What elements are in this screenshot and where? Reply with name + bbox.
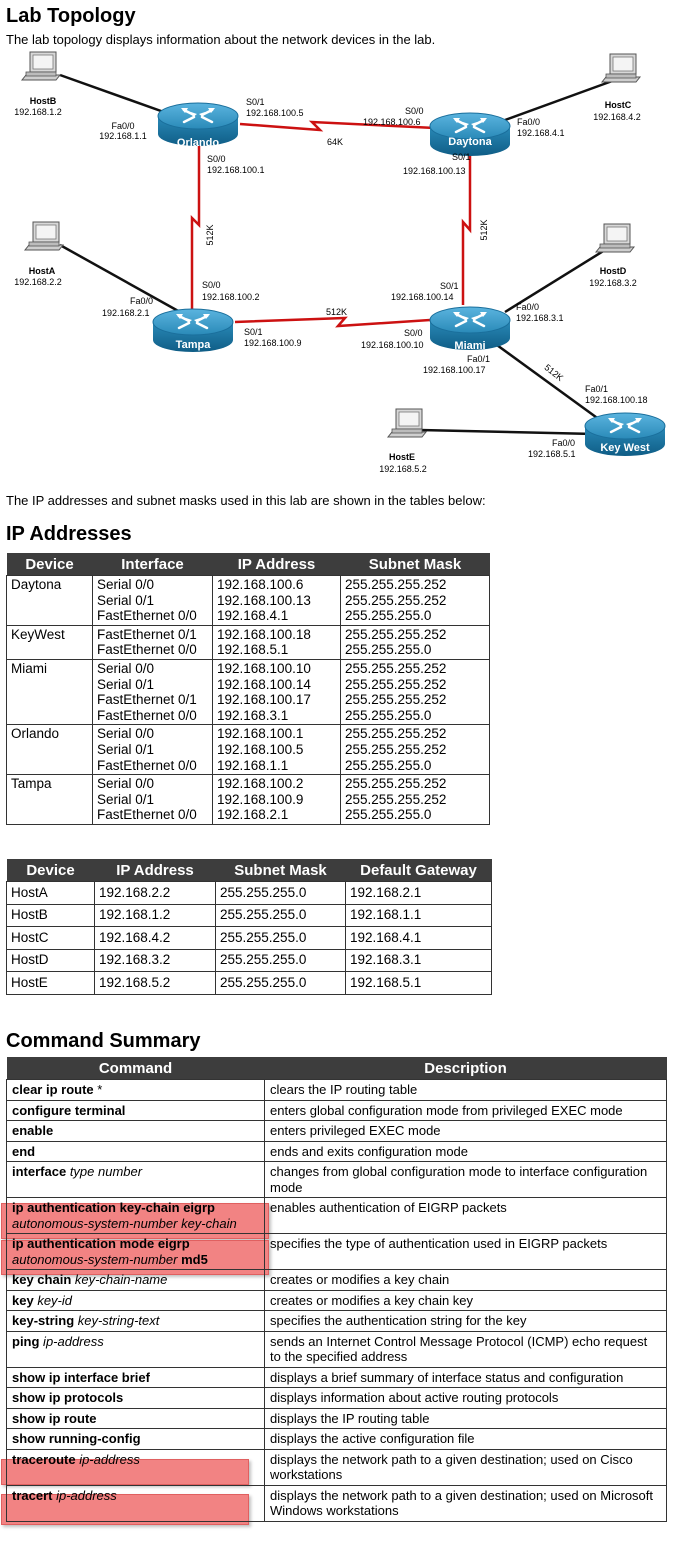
svg-text:64K: 64K: [327, 137, 344, 147]
cell-description: specifies the type of authentication used in EIGRP packets: [265, 1234, 667, 1270]
cell-device: KeyWest: [7, 625, 93, 659]
cell-command: [7, 1141, 265, 1162]
cell-description: creates or modifies a key chain key: [265, 1290, 667, 1311]
host-row: [7, 972, 492, 995]
cell-mask-line: 255.255.255.252: [345, 660, 447, 676]
cell-command: [7, 1311, 265, 1332]
command-argument: key-string-text: [74, 1313, 160, 1328]
svg-text:S0/1: S0/1: [246, 97, 265, 107]
cell-command: [7, 1449, 265, 1485]
cell-command: [7, 1100, 265, 1121]
svg-text:192.168.100.10: 192.168.100.10: [361, 340, 424, 350]
cell-command: [7, 1331, 265, 1367]
cell-mask-line: 255.255.255.252: [345, 791, 447, 807]
svg-text:512K: 512K: [326, 307, 348, 317]
router-row: [7, 625, 490, 659]
command-keyword: key chain: [12, 1272, 72, 1287]
cell-interface-line: Serial 0/1: [97, 791, 155, 807]
cell-mask-line: 255.255.255.0: [345, 757, 432, 773]
router-label-keywest: Key West: [600, 442, 650, 454]
cell-interface-line: FastEthernet 0/0: [97, 608, 197, 624]
cell-gateway: 192.168.1.1: [346, 904, 492, 927]
svg-text:192.168.100.2: 192.168.100.2: [202, 292, 260, 302]
command-row: [7, 1388, 667, 1409]
command-keyword: show ip route: [12, 1410, 97, 1426]
cell-mask-line: 255.255.255.252: [345, 692, 447, 708]
command-keyword: show ip interface brief: [12, 1369, 150, 1385]
cell-device: HostB: [7, 904, 95, 927]
router-row: [7, 576, 490, 626]
svg-text:192.168.100.9: 192.168.100.9: [244, 338, 302, 348]
command-keyword: key: [12, 1292, 34, 1308]
router-ip-table: [6, 553, 490, 825]
svg-text:512K: 512K: [205, 224, 215, 246]
svg-text:512K: 512K: [542, 362, 566, 384]
command-argument: type number: [66, 1164, 143, 1179]
cell-command: [7, 1290, 265, 1311]
svg-text:S0/0: S0/0: [404, 328, 423, 338]
ip-addresses-title: IP Addresses: [6, 523, 132, 545]
cell-ip-line: 192.168.100.13: [217, 592, 311, 608]
cell-mask-line: 255.255.255.0: [345, 707, 432, 723]
cell-device: HostD: [7, 949, 95, 972]
col-command: Command: [7, 1057, 265, 1080]
svg-text:S0/1: S0/1: [244, 327, 263, 337]
command-row: [7, 1162, 667, 1198]
cell-interface-line: Serial 0/0: [97, 776, 155, 792]
svg-text:192.168.4.1: 192.168.4.1: [517, 128, 565, 138]
command-row: [7, 1367, 667, 1388]
cell-description: clears the IP routing table: [265, 1080, 667, 1101]
cell-interface-line: FastEthernet 0/0: [97, 707, 197, 723]
col-gateway: Default Gateway: [346, 859, 492, 882]
command-argument: autonomous-system-number: [12, 1251, 178, 1267]
topology-title: Lab Topology: [6, 5, 136, 27]
command-keyword: ip authentication mode eigrp: [12, 1236, 190, 1251]
command-keyword: clear ip route: [12, 1082, 94, 1097]
command-suffix: *: [93, 1082, 103, 1097]
cell-mask: 255.255.255.0: [216, 904, 346, 927]
cell-interface: [93, 625, 213, 659]
cell-ip-line: 192.168.4.1: [217, 608, 289, 624]
router-row: [7, 725, 490, 775]
cell-ip-line: 192.168.1.1: [217, 757, 289, 773]
cell-command: [7, 1408, 265, 1429]
command-keyword: show ip protocols: [12, 1390, 124, 1405]
cell-interface-line: Serial 0/0: [97, 660, 155, 676]
col-interface: Interface: [93, 553, 213, 576]
command-row: [7, 1100, 667, 1121]
cell-description: displays a brief summary of interface status and configuration: [265, 1367, 667, 1388]
command-row: [7, 1234, 667, 1270]
cell-description: displays the active configuration file: [265, 1429, 667, 1450]
cell-command: [7, 1270, 265, 1291]
command-argument: autonomous-system-number key-chain: [12, 1215, 237, 1231]
host-b-ip: 192.168.1.2: [14, 107, 62, 117]
svg-text:Fa0/0: Fa0/0: [111, 121, 135, 131]
cell-mask: [341, 576, 490, 626]
svg-text:S0/0: S0/0: [207, 154, 226, 164]
router-label-orlando: Orlando: [176, 137, 220, 149]
router-label-daytona: Daytona: [448, 136, 492, 148]
command-keyword: key-string: [12, 1313, 75, 1328]
cell-ip-line: 192.168.2.1: [217, 807, 289, 823]
host-d[interactable]: [596, 224, 634, 252]
cell-command: [7, 1367, 265, 1388]
host-a-name: HostA: [28, 266, 56, 276]
svg-text:192.168.100.13: 192.168.100.13: [403, 166, 466, 176]
command-argument: ip-address: [52, 1487, 117, 1503]
command-argument: key-chain-name: [71, 1272, 168, 1287]
cell-ip: 192.168.1.2: [95, 904, 216, 927]
host-c-ip-text: 192.168.4.2: [593, 112, 641, 122]
command-row: [7, 1429, 667, 1450]
svg-text:192.168.5.1: 192.168.5.1: [528, 449, 576, 459]
cell-mask-line: 255.255.255.252: [345, 676, 447, 692]
cell-ip: 192.168.5.2: [95, 972, 216, 995]
cell-interface: [93, 659, 213, 724]
command-argument: ip-address: [39, 1333, 104, 1349]
command-row: [7, 1449, 667, 1485]
cell-description: displays the network path to a given destination; used on Cisco workstations: [265, 1449, 667, 1485]
command-keyword: ping: [12, 1333, 40, 1349]
cell-interface-line: Serial 0/0: [97, 726, 155, 742]
svg-text:192.168.1.1: 192.168.1.1: [99, 131, 147, 141]
command-summary-title: Command Summary: [6, 1030, 201, 1052]
cell-description: specifies the authentication string for the key: [265, 1311, 667, 1332]
cell-ip-line: 192.168.5.1: [217, 642, 289, 658]
router-row: [7, 775, 490, 825]
cell-ip: [213, 625, 341, 659]
cell-mask-line: 255.255.255.252: [345, 741, 447, 757]
topology-intro: The lab topology displays information about the network devices in the lab.: [6, 32, 436, 47]
cell-mask-line: 255.255.255.252: [345, 626, 447, 642]
command-suffix: md5: [177, 1251, 208, 1267]
ip-intro: The IP addresses and subnet masks used in this lab are shown in the tables below:: [6, 493, 486, 508]
cell-interface-line: Serial 0/1: [97, 592, 155, 608]
cell-ip-line: 192.168.100.1: [217, 726, 304, 742]
host-d-ip: 192.168.3.2: [589, 278, 637, 288]
cell-description: enters global configuration mode from privileged EXEC mode: [265, 1100, 667, 1121]
svg-text:S0/0: S0/0: [405, 106, 424, 116]
svg-text:Fa0/0: Fa0/0: [130, 296, 154, 306]
host-d-name: HostD: [599, 266, 627, 276]
svg-text:Fa0/0: Fa0/0: [552, 438, 576, 448]
command-summary-table: [6, 1057, 667, 1522]
command-row: [7, 1198, 667, 1234]
host-b[interactable]: [22, 52, 60, 80]
cell-interface-line: Serial 0/1: [97, 741, 155, 757]
command-keyword: interface: [12, 1164, 67, 1179]
svg-text:192.168.100.18: 192.168.100.18: [585, 395, 648, 405]
host-row: [7, 949, 492, 972]
cell-description: creates or modifies a key chain: [265, 1270, 667, 1291]
col-mask: Subnet Mask: [216, 859, 346, 882]
svg-text:192.168.100.1: 192.168.100.1: [207, 165, 265, 175]
cell-description: ends and exits configuration mode: [265, 1141, 667, 1162]
cell-interface-line: Serial 0/1: [97, 676, 155, 692]
command-row: [7, 1408, 667, 1429]
router-keywest[interactable]: [585, 413, 665, 456]
cell-mask: [341, 659, 490, 724]
cell-interface-line: FastEthernet 0/0: [97, 807, 197, 823]
svg-text:192.168.100.6: 192.168.100.6: [363, 117, 421, 127]
cell-mask: [341, 775, 490, 825]
cell-mask: [341, 625, 490, 659]
cell-ip-line: 192.168.100.6: [217, 577, 304, 592]
cell-mask-line: 255.255.255.0: [345, 807, 432, 823]
cell-command: [7, 1234, 265, 1270]
cell-interface: [93, 775, 213, 825]
cell-command: [7, 1162, 265, 1198]
command-keyword: traceroute: [12, 1451, 76, 1467]
cell-mask-line: 255.255.255.0: [345, 642, 432, 658]
cell-device: Tampa: [7, 775, 93, 825]
cell-gateway: 192.168.4.1: [346, 927, 492, 950]
cell-mask: [341, 725, 490, 775]
command-row: [7, 1121, 667, 1142]
command-argument: ip-address: [75, 1451, 140, 1467]
cell-mask: 255.255.255.0: [216, 949, 346, 972]
cell-command: [7, 1429, 265, 1450]
cell-interface-line: FastEthernet 0/0: [97, 757, 197, 773]
command-keyword: configure terminal: [12, 1102, 126, 1118]
cell-interface: [93, 725, 213, 775]
cell-command: [7, 1198, 265, 1234]
cell-gateway: 192.168.2.1: [346, 882, 492, 905]
command-row: [7, 1290, 667, 1311]
col-description: Description: [265, 1057, 667, 1080]
command-row: [7, 1331, 667, 1367]
cell-description: displays information about active routing protocols: [265, 1388, 667, 1409]
host-c[interactable]: [602, 54, 640, 82]
cell-device: HostC: [7, 927, 95, 950]
cell-gateway: 192.168.3.1: [346, 949, 492, 972]
router-row: [7, 659, 490, 724]
host-a-ip: 192.168.2.2: [14, 277, 62, 287]
link-miami-keywest: [490, 340, 600, 420]
cell-command: [7, 1485, 265, 1521]
cell-command: [7, 1080, 265, 1101]
svg-text:Fa0/1: Fa0/1: [585, 384, 609, 394]
cell-ip: 192.168.4.2: [95, 927, 216, 950]
host-e-ip: 192.168.5.2: [379, 464, 427, 474]
cell-ip-line: 192.168.100.14: [217, 676, 311, 692]
cell-mask-line: 255.255.255.252: [345, 726, 447, 742]
cell-device: Daytona: [7, 576, 93, 626]
cell-ip: 192.168.3.2: [95, 949, 216, 972]
link-hosta-tampa: [60, 245, 180, 312]
router-tampa[interactable]: [153, 309, 233, 352]
host-b-name: HostB: [29, 96, 57, 106]
cell-description: enters privileged EXEC mode: [265, 1121, 667, 1142]
svg-text:Fa0/0: Fa0/0: [516, 302, 540, 312]
cell-gateway: 192.168.5.1: [346, 972, 492, 995]
svg-text:512K: 512K: [479, 219, 489, 241]
command-keyword: ip authentication key-chain eigrp: [12, 1200, 215, 1215]
cell-device: HostE: [7, 972, 95, 995]
cell-mask-line: 255.255.255.252: [345, 776, 447, 792]
col-device: Device: [7, 553, 93, 576]
host-row: [7, 927, 492, 950]
command-row: [7, 1080, 667, 1101]
host-row: [7, 904, 492, 927]
host-row: [7, 882, 492, 905]
command-argument: key-id: [33, 1292, 72, 1308]
cell-ip-line: 192.168.100.17: [217, 692, 311, 708]
command-keyword: end: [12, 1143, 36, 1159]
cell-mask-line: 255.255.255.252: [345, 577, 447, 592]
cell-interface-line: FastEthernet 0/0: [97, 642, 197, 658]
col-device: Device: [7, 859, 95, 882]
cell-mask: 255.255.255.0: [216, 882, 346, 905]
topology-labels: [14, 96, 647, 474]
cell-ip-line: 192.168.100.2: [217, 776, 304, 792]
cell-device: Orlando: [7, 725, 93, 775]
router-daytona[interactable]: [430, 113, 510, 156]
host-e[interactable]: [388, 409, 426, 437]
svg-text:Fa0/1: Fa0/1: [467, 354, 491, 364]
col-ip: IP Address: [213, 553, 341, 576]
cell-description: displays the IP routing table: [265, 1408, 667, 1429]
svg-text:Fa0/0: Fa0/0: [517, 117, 541, 127]
cell-ip: [213, 576, 341, 626]
cell-description: enables authentication of EIGRP packets: [265, 1198, 667, 1234]
cell-ip: [213, 659, 341, 724]
cell-mask-line: 255.255.255.252: [345, 592, 447, 608]
cell-device: Miami: [7, 659, 93, 724]
cell-mask: 255.255.255.0: [216, 927, 346, 950]
svg-text:S0/1: S0/1: [440, 281, 459, 291]
link-tampa-miami: [235, 318, 430, 326]
cell-ip-line: 192.168.100.9: [217, 791, 304, 807]
cell-description: displays the network path to a given destination; used on Microsoft Windows workstations: [265, 1485, 667, 1521]
host-ip-table: [6, 859, 492, 995]
svg-text:S0/1: S0/1: [452, 152, 471, 162]
cell-ip: [213, 775, 341, 825]
cell-mask-line: 255.255.255.0: [345, 608, 432, 624]
svg-text:192.168.2.1: 192.168.2.1: [102, 308, 150, 318]
link-hoste-keywest: [420, 430, 595, 434]
cell-interface-line: Serial 0/0: [97, 577, 155, 592]
cell-ip-line: 192.168.3.1: [217, 707, 289, 723]
col-mask: Subnet Mask: [341, 553, 490, 576]
cell-command: [7, 1121, 265, 1142]
cell-interface-line: FastEthernet 0/1: [97, 626, 197, 642]
host-e-name: HostE: [388, 452, 416, 462]
cell-ip-line: 192.168.100.10: [217, 660, 311, 676]
cell-ip: [213, 725, 341, 775]
link-hostb-orlando: [60, 75, 175, 116]
svg-text:S0/0: S0/0: [202, 280, 221, 290]
col-ip: IP Address: [95, 859, 216, 882]
host-c-name: HostC: [604, 100, 632, 110]
cell-ip-line: 192.168.100.5: [217, 741, 304, 757]
command-row: [7, 1311, 667, 1332]
cell-description: sends an Internet Control Message Protocol (ICMP) echo request to the specified address: [265, 1331, 667, 1367]
cell-command: [7, 1388, 265, 1409]
command-keyword: enable: [12, 1123, 54, 1138]
svg-text:192.168.100.17: 192.168.100.17: [423, 365, 486, 375]
topology-diagram: [0, 50, 691, 480]
cell-description: changes from global configuration mode to interface configuration mode: [265, 1162, 667, 1198]
router-label-tampa: Tampa: [175, 339, 211, 351]
cell-ip-line: 192.168.100.18: [217, 626, 311, 642]
router-miami[interactable]: [430, 307, 510, 352]
router-orlando[interactable]: [158, 103, 238, 149]
link-orlando-tampa: [192, 145, 199, 312]
cell-ip: 192.168.2.2: [95, 882, 216, 905]
svg-text:192.168.100.14: 192.168.100.14: [391, 292, 454, 302]
command-row: [7, 1485, 667, 1521]
cell-device: HostA: [7, 882, 95, 905]
command-keyword: show running-config: [12, 1431, 141, 1446]
svg-text:192.168.3.1: 192.168.3.1: [516, 313, 564, 323]
command-row: [7, 1270, 667, 1291]
router-label-miami: Miami: [454, 340, 486, 352]
host-a[interactable]: [25, 222, 63, 250]
command-row: [7, 1141, 667, 1162]
command-keyword: tracert: [12, 1487, 53, 1503]
svg-text:192.168.100.5: 192.168.100.5: [246, 108, 304, 118]
cell-interface-line: FastEthernet 0/1: [97, 692, 197, 708]
cell-mask: 255.255.255.0: [216, 972, 346, 995]
cell-interface: [93, 576, 213, 626]
